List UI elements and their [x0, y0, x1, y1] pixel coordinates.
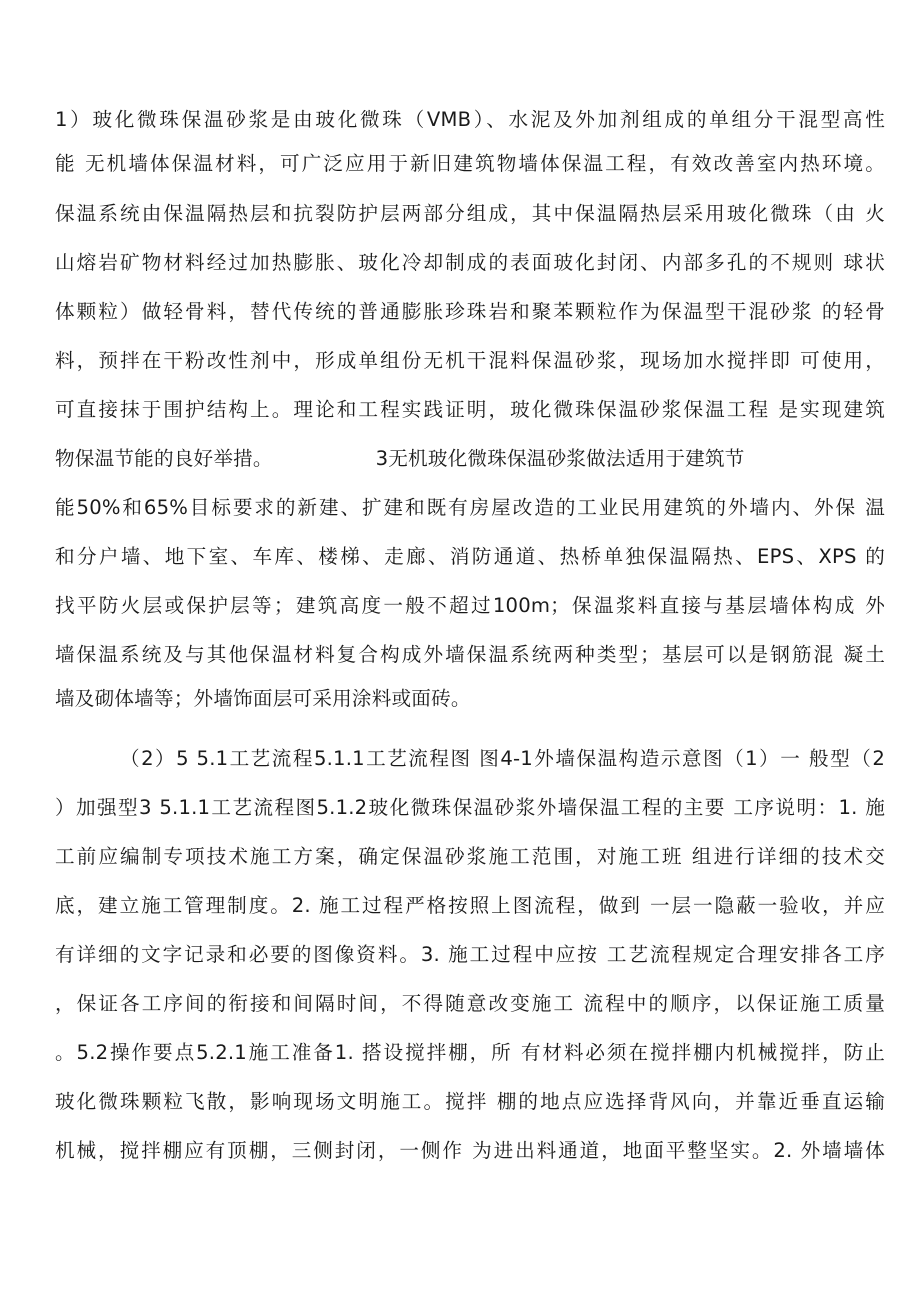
paragraph-line: 和分户墙、地下室、车库、楼梯、走廊、消防通道、热桥单独保温隔热、EPS、XPS 的 — [55, 545, 885, 568]
paragraph-line: 机械，搅拌棚应有顶棚，三侧封闭，一侧作 为进出料通道，地面平整坚实。2. 外墙墙体 — [55, 1139, 885, 1162]
paragraph-line: 有详细的文字记录和必要的图像资料。3. 施工过程中应按 工艺流程规定合理安排各工序 — [55, 943, 885, 966]
paragraph-line: 玻化微珠颗粒飞散，影响现场文明施工。搅拌 棚的地点应选择背风向，并靠近垂直运输 — [55, 1090, 885, 1113]
paragraph-line: ，保证各工序间的衔接和间隔时间，不得随意改变施工 流程中的顺序，以保证施工质量 — [55, 992, 885, 1015]
paragraph-line: ）加强型3 5.1.1工艺流程图5.1.2玻化微珠保温砂浆外墙保温工程的主要 工序说明：1. 施 — [55, 796, 885, 819]
paragraph-line: 能50%和65%目标要求的新建、扩建和既有房屋改造的工业民用建筑的外墙内、外保 温 — [55, 496, 885, 519]
paragraph-line: 工前应编制专项技术施工方案，确定保温砂浆施工范围，对施工班 组进行详细的技术交 — [55, 845, 885, 868]
paragraph-line: （2）5 5.1工艺流程5.1.1工艺流程图 图4-1外墙保温构造示意图（1）一 般型（2 — [120, 747, 885, 770]
paragraph-line: 墙保温系统及与其他保温材料复合构成外墙保温系统两种类型；基层可以是钢筋混 凝土 — [55, 643, 885, 666]
paragraph-line: 1）玻化微珠保温砂浆是由玻化微珠（VMB）、水泥及外加剂组成的单组分干混型高性 — [55, 108, 885, 131]
paragraph-line: 山熔岩矿物材料经过加热膨胀、玻化冷却制成的表面玻化封闭、内部多孔的不规则 球状 — [55, 251, 885, 274]
paragraph-line: 料，预拌在干粉改性剂中，形成单组份无机干混料保温砂浆，现场加水搅拌即 可使用， — [55, 349, 885, 372]
paragraph-line: 能 无机墙体保温材料，可广泛应用于新旧建筑物墙体保温工程，有效改善室内热环境。 — [55, 152, 885, 175]
paragraph-line: 找平防火层或保护层等；建筑高度一般不超过100m；保温浆料直接与基层墙体构成 外 — [55, 594, 885, 617]
paragraph-line: 底，建立施工管理制度。2. 施工过程严格按照上图流程，做到 一层一隐蔽一验收，并应 — [55, 894, 885, 917]
paragraph-line: 墙及砌体墙等；外墙饰面层可采用涂料或面砖。 — [55, 687, 471, 710]
paragraph-line: 可直接抹于围护结构上。理论和工程实践证明，玻化微珠保温砂浆保温工程 是实现建筑 — [55, 398, 885, 421]
paragraph-line: 。5.2操作要点5.2.1施工准备1. 搭设搅拌棚，所 有材料必须在搅拌棚内机械搅拌，防止 — [55, 1041, 885, 1064]
paragraph-line: 物保温节能的良好举措。 3无机玻化微珠保温砂浆做法适用于建筑节 — [55, 447, 745, 470]
paragraph-line: 体颗粒）做轻骨料，替代传统的普通膨胀珍珠岩和聚苯颗粒作为保温型干混砂浆 的轻骨 — [55, 300, 885, 323]
paragraph-line: 保温系统由保温隔热层和抗裂防护层两部分组成，其中保温隔热层采用玻化微珠（由 火 — [55, 202, 885, 225]
